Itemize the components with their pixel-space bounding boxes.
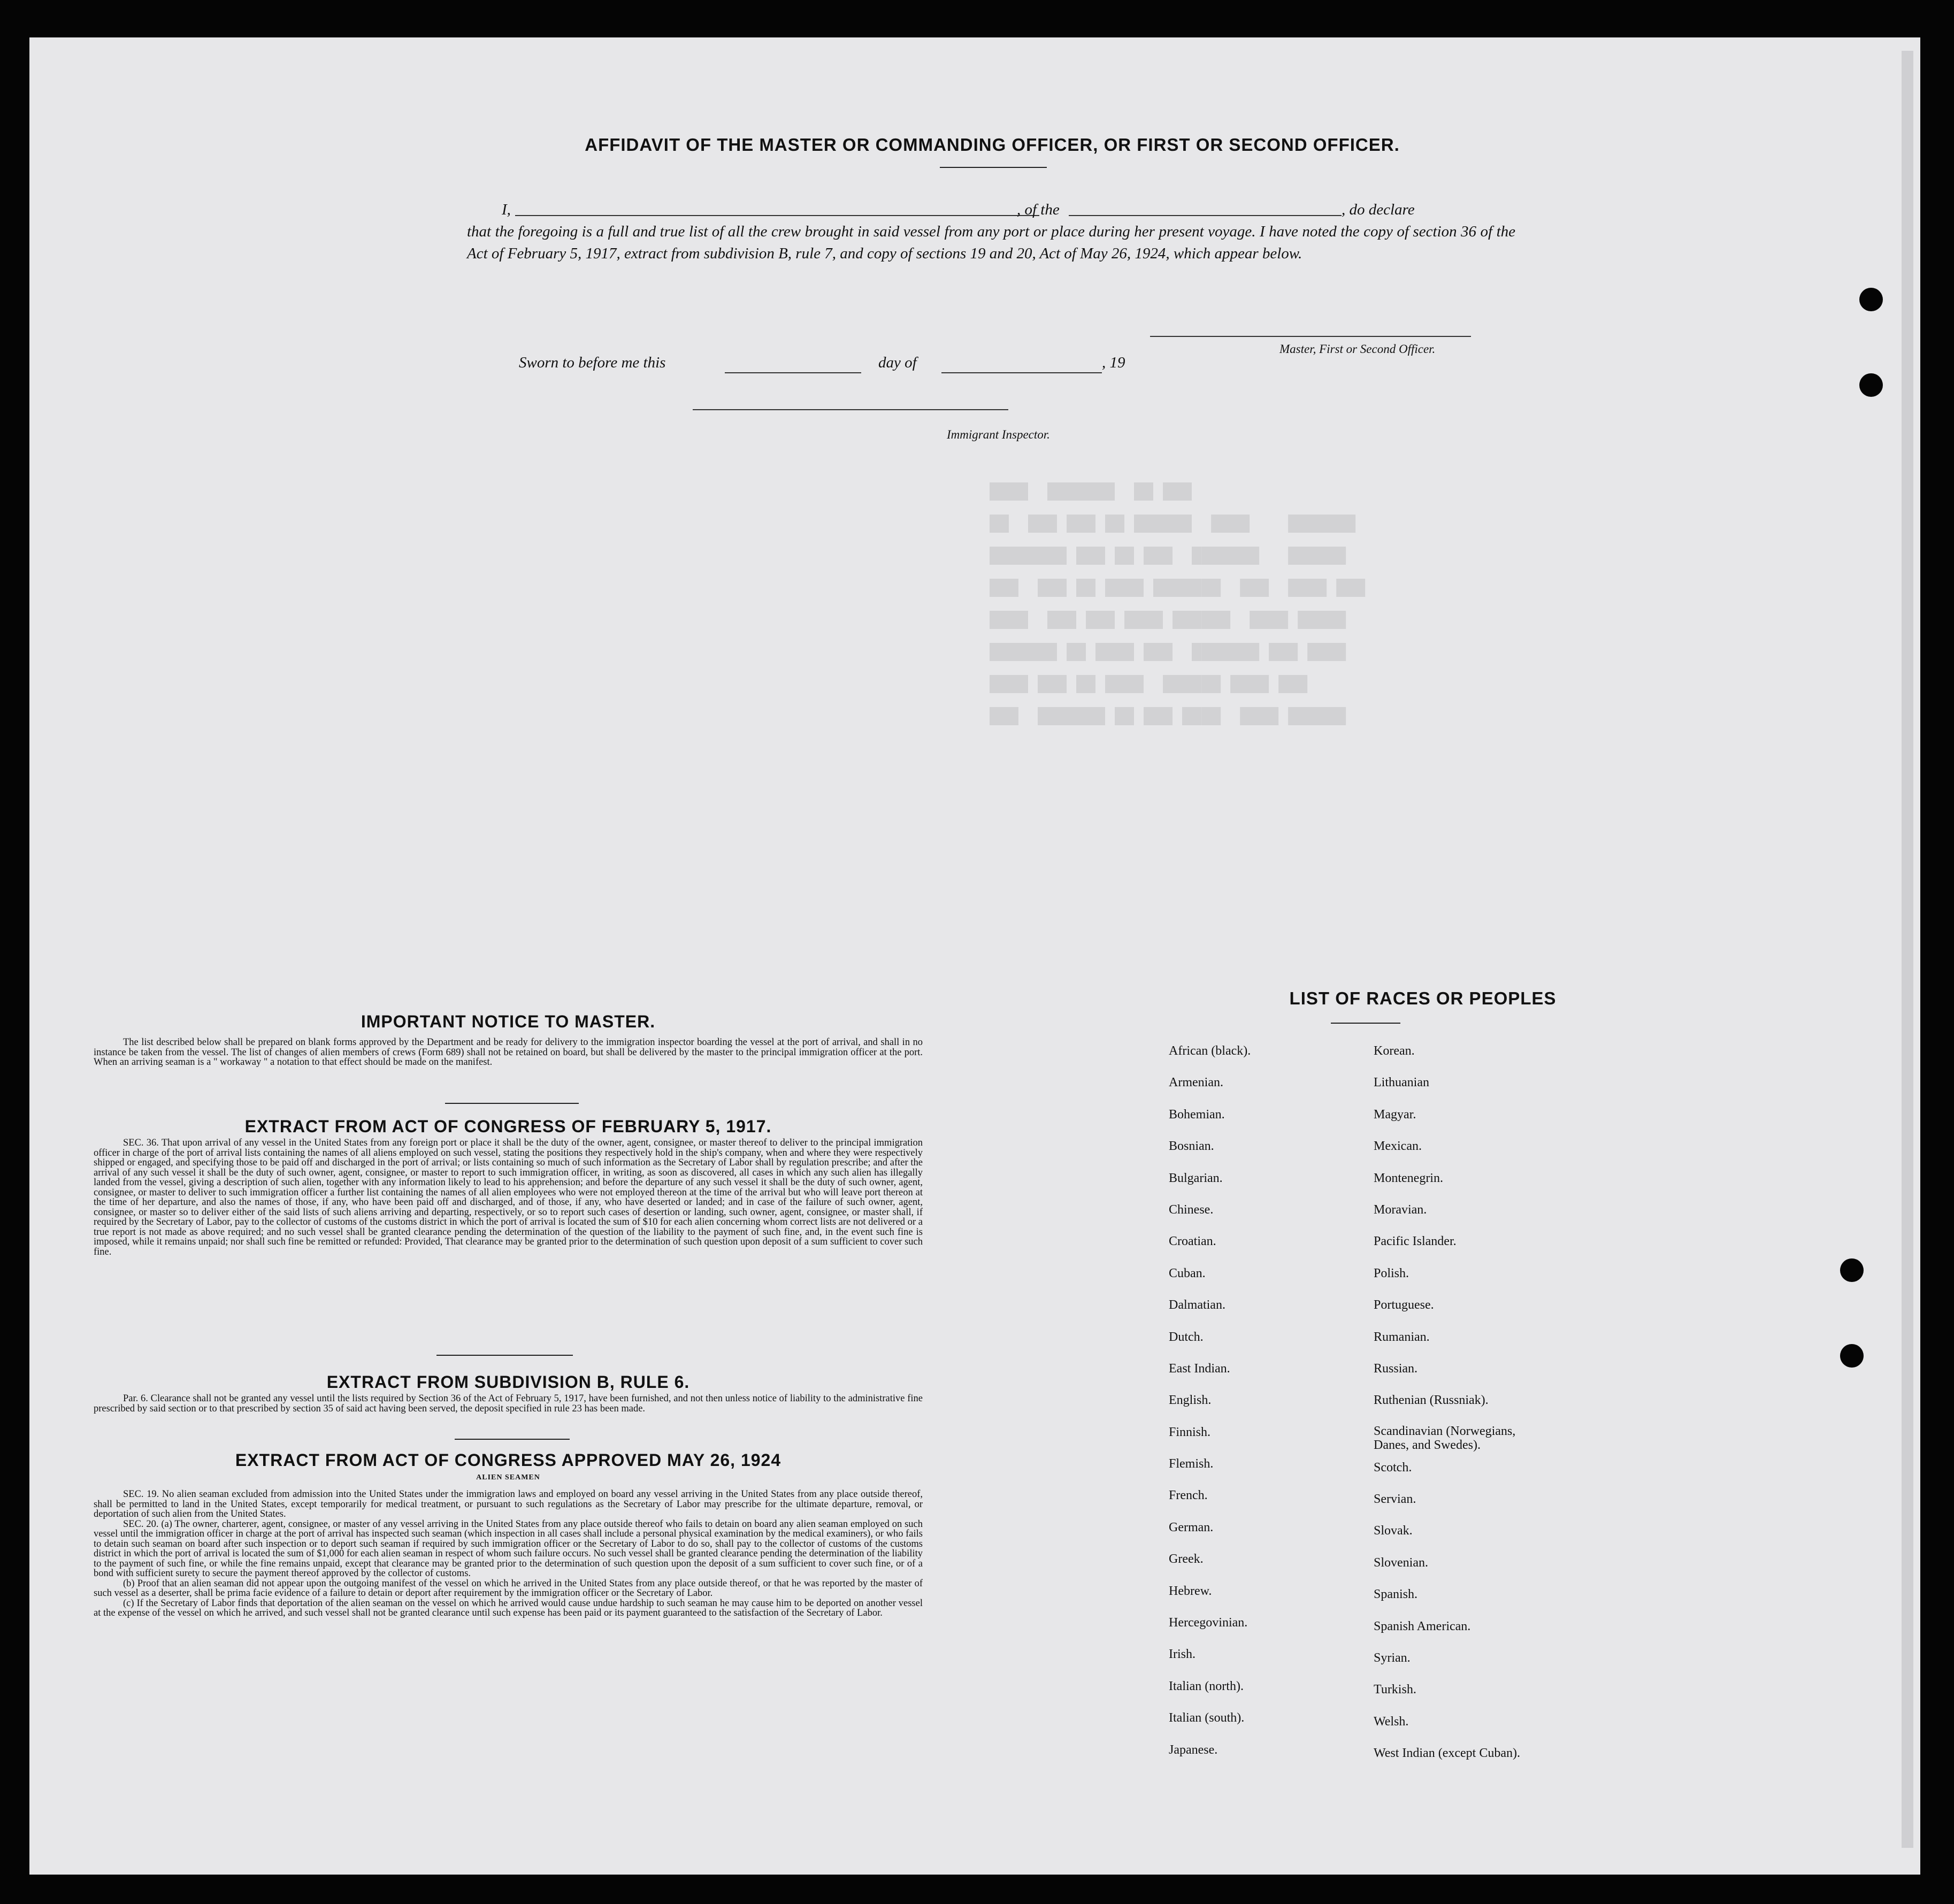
race-item: Chinese.: [1169, 1202, 1214, 1217]
affidavit-declaration: [467, 199, 1515, 265]
affidavit-title-rule: [940, 167, 1047, 168]
race-item: African (black).: [1169, 1044, 1251, 1058]
notice-text: [94, 1038, 923, 1068]
race-item: Montenegrin.: [1374, 1171, 1443, 1185]
race-item: Syrian.: [1374, 1651, 1411, 1665]
master-signature-line[interactable]: [1150, 336, 1471, 337]
punch-hole: [1840, 1258, 1864, 1282]
races-left-column: [1169, 1043, 1372, 1774]
divider: [455, 1439, 570, 1440]
race-item: English.: [1169, 1393, 1212, 1408]
race-item: Welsh.: [1374, 1714, 1409, 1729]
race-item: Italian (north).: [1169, 1679, 1244, 1693]
races-right-column: [1374, 1043, 1604, 1777]
race-item: Magyar.: [1374, 1107, 1416, 1122]
races-title-rule: [1331, 1023, 1400, 1024]
divider: [436, 1355, 573, 1356]
punch-hole: [1840, 1344, 1864, 1368]
race-item: Croatian.: [1169, 1234, 1216, 1249]
race-item: West Indian (except Cuban).: [1374, 1746, 1520, 1761]
act-1924-title: EXTRACT FROM ACT OF CONGRESS APPROVED MAY 26, 1924: [235, 1450, 781, 1470]
act-1924-text: [94, 1490, 923, 1618]
race-item: Greek.: [1169, 1552, 1204, 1567]
punch-hole: [1859, 373, 1883, 397]
race-item: East Indian.: [1169, 1361, 1230, 1376]
vessel-line[interactable]: [1069, 215, 1342, 216]
sworn-day-line[interactable]: [725, 372, 861, 373]
rule-6-text: [94, 1394, 923, 1414]
affidavit-body: that the foregoing is a full and true list of all the crew brought in said vessel from any port or place during her present voyage. I have noted the copy of section 36 of the Act of February 5, 1917, extract from subdivision B, rule 7, and copy of sections 19 and 20, Act of May 26, 1924, which appear below.: [467, 223, 1515, 262]
act-1924-subtitle: ALIEN SEAMEN: [476, 1473, 540, 1481]
sworn-row: [519, 354, 1214, 378]
race-item: Irish.: [1169, 1647, 1196, 1662]
race-item: Bulgarian.: [1169, 1171, 1223, 1185]
of-the-label: , of the: [1017, 201, 1060, 218]
race-item: Bohemian.: [1169, 1107, 1225, 1122]
bleed-through-text: ████ ███████ ██ ███ ██ ███ ███ ██ ██████ ████ ███████ ████████ ███ ██ ███ ███████ ██████ ███ ███ ██ ████ ███████ ███ ████ ███ ████ ███ ███ ████ ██████ ████ █████ ███████ ██ ████ ███ ███████ ███ ████ ████ ███ ██ ████ ██████ ████ ███ ███ ███████ ██ ███ ████ ████ ██████: [990, 483, 1366, 726]
race-item: Spanish American.: [1374, 1619, 1471, 1633]
sworn-label: Sworn to before me this: [519, 354, 666, 371]
sec-20c-paragraph: (c) If the Secretary of Labor finds that deportation of the alien seaman on the vessel on which he arrived would cause undue hardship to such seaman he may cause him to be deported on another vessel at the expense of the vessel on which he arrived, and such vessel shall not be granted clearance until such expense has been paid or its payment guaranteed to the satisfaction of the Secretary of Labor.: [94, 1598, 923, 1618]
race-item: Rumanian.: [1374, 1330, 1430, 1344]
race-item: Cuban.: [1169, 1266, 1206, 1280]
declare-label: , do declare: [1342, 201, 1415, 218]
act-1917-text: [94, 1138, 923, 1257]
race-item: Mexican.: [1374, 1139, 1422, 1154]
race-item: Dalmatian.: [1169, 1298, 1225, 1312]
race-item: French.: [1169, 1488, 1208, 1503]
race-item: Hebrew.: [1169, 1584, 1212, 1598]
affidavit-title: AFFIDAVIT OF THE MASTER OR COMMANDING OFFICER, OR FIRST OR SECOND OFFICER.: [585, 135, 1400, 155]
day-of-label: day of: [878, 354, 917, 371]
race-item: Portuguese.: [1374, 1298, 1434, 1312]
notice-paragraph: The list described below shall be prepared on blank forms approved by the Department and be ready for delivery to the immigration inspector boarding the vessel at the port of arrival, and shall in no instance be taken from the vessel. The list of changes of alien members of crews (Form 689) shall not be retained on board, but shall be delivered by the master to the principal immigration officer at the port. When an arriving seaman is a " workaway " a notation to that effect should be made on the manifest.: [94, 1037, 923, 1068]
race-item: Polish.: [1374, 1266, 1409, 1280]
race-item: Slovak.: [1374, 1524, 1413, 1538]
divider: [445, 1103, 579, 1104]
name-line[interactable]: [515, 215, 1039, 216]
race-item: Hercegovinian.: [1169, 1616, 1248, 1630]
master-signature-label: Master, First or Second Officer.: [1279, 342, 1436, 356]
race-item: Bosnian.: [1169, 1139, 1214, 1154]
race-item: Servian.: [1374, 1492, 1416, 1507]
race-item: Japanese.: [1169, 1742, 1218, 1757]
races-title: LIST OF RACES OR PEOPLES: [1289, 988, 1557, 1008]
race-item: Armenian.: [1169, 1076, 1223, 1090]
act-1917-title: EXTRACT FROM ACT OF CONGRESS OF FEBRUARY 5, 1917.: [244, 1117, 772, 1136]
race-item: Lithuanian: [1374, 1076, 1429, 1090]
sworn-month-line[interactable]: [941, 372, 1102, 373]
race-item: Ruthenian (Russniak).: [1374, 1393, 1489, 1408]
race-item: Russian.: [1374, 1361, 1418, 1376]
race-item: Flemish.: [1169, 1457, 1214, 1471]
race-item: Slovenian.: [1374, 1555, 1428, 1570]
sec-19-paragraph: SEC. 19. No alien seaman excluded from admission into the United States under the immigration laws and employed on board any vessel arriving in the United States from any place outside thereof, shall be permitted to land in the United States, except temporarily for medical treatment, or pursuant to such regulations as the Secretary of Labor may prescribe for the ultimate departure, removal, or deportation of such alien from the United States.: [94, 1489, 923, 1519]
rule-6-title: EXTRACT FROM SUBDIVISION B, RULE 6.: [326, 1372, 690, 1392]
act-1917-paragraph: SEC. 36. That upon arrival of any vessel in the United States from any foreign port or place it shall be the duty of the owner, agent, consignee, or master thereof to deliver to the principal immigration officer in charge of the port of arrival lists containing the names of all aliens employed on such vessel, stating the positions they respectively hold in the ship's company, when and where they were respectively shipped or engaged, and specifying those to be paid off and discharged in the port of arrival; or lists containing so much of such information as the Secretary of Labor shall by regulation prescribe; and after the arrival of any such vessel it shall be the duty of such owner, agent, consignee, or master to report to such immigration officer, in writing, as soon as discovered, all cases in which any such alien has illegally landed from the vessel, giving a description of such alien, together with any information likely to lead to his apprehension; and before the departure of any such vessel it shall be the duty of such owner, agent, consignee, or master to deliver to such immigration officer a further list containing the names of all alien employees who were not employed thereon at the time of the arrival but who will leave port thereon at the time of her departure, and also the names of those, if any, who have been paid off and discharged, and of those, if any, who have deserted or landed; and in case of the failure of such owner, agent, consignee, or master so to deliver either of the said lists of such aliens arriving and departing, respectively, or so to report such cases of desertion or landing, such owner, agent, consignee, or master shall, if required by the Secretary of Labor, pay to the collector of customs of the customs district in which the port of arrival is located the sum of $10 for each alien concerning whom correct lists are not delivered or a true report is not made as above required; and no such vessel shall be granted clearance pending the determination of the question of the liability to the payment of such fine, and, in the event such fine is imposed, while it remains unpaid; nor shall such fine be remitted or refunded: Provided, That clearance may be granted prior to the determination of such question upon deposit of a sum sufficient to cover such fine.: [94, 1138, 923, 1257]
sheet-edge: [1902, 51, 1913, 1848]
race-item: Scandinavian (Norwegians, Danes, and Swedes).: [1374, 1424, 1516, 1452]
race-item: Italian (south).: [1169, 1711, 1245, 1725]
race-item: German.: [1169, 1520, 1214, 1534]
race-item: Dutch.: [1169, 1330, 1204, 1344]
race-item: Scotch.: [1374, 1460, 1412, 1475]
year-label: , 19: [1102, 354, 1125, 371]
sec-20b-paragraph: (b) Proof that an alien seaman did not appear upon the outgoing manifest of the vessel on which he arrived in the United States from any place outside thereof, or that he was reported by the master of such vessel as a deserter, shall be prima facie evidence of a failure to detain or deport after requirement by the immigration officer or the Secretary of Labor.: [94, 1578, 923, 1599]
race-item: Korean.: [1374, 1044, 1415, 1058]
race-item: Finnish.: [1169, 1425, 1211, 1439]
sec-20a-paragraph: SEC. 20. (a) The owner, charterer, agent, consignee, or master of any vessel arriving in the United States from any place outside thereof who fails to detain on board any alien seaman employed on such vessel until the immigration officer in charge at the port of arrival has inspected such seaman (which inspection in all cases shall include a personal physical examination by the medical examiners), or who fails to detain such seaman on board after such inspection or to deport such seaman if required by such immigration officer or the Secretary of Labor to do so, shall pay to the collector of customs of the customs district in which the port of arrival is located the sum of $1,000 for each alien seaman in respect of whom such failure occurs. No such vessel shall be granted clearance pending the determination of the liability to the payment of such fine, or while the fine remains unpaid, except that clearance may be granted prior to the determination of such question upon the deposit of a sum sufficient to cover such fine, or of a bond with sufficient surety to secure the payment thereof approved by the collector of customs.: [94, 1518, 923, 1579]
race-item: Moravian.: [1374, 1202, 1427, 1217]
race-item: Spanish.: [1374, 1587, 1418, 1602]
i-label: I,: [502, 201, 511, 218]
punch-hole: [1859, 288, 1883, 311]
inspector-signature-line[interactable]: [693, 409, 1008, 410]
inspector-label: Immigrant Inspector.: [947, 428, 1050, 441]
notice-title: IMPORTANT NOTICE TO MASTER.: [361, 1012, 656, 1031]
rule-6-paragraph: Par. 6. Clearance shall not be granted any vessel until the lists required by Section 36 of the Act of February 5, 1917, have been furnished, and not then unless notice of liability to the administrative fine prescribed by said section or to that prescribed by section 35 of said act having been served, the deposit specified in rule 23 has been made.: [94, 1393, 923, 1414]
race-item: Pacific Islander.: [1374, 1234, 1457, 1249]
race-item: Turkish.: [1374, 1683, 1416, 1697]
